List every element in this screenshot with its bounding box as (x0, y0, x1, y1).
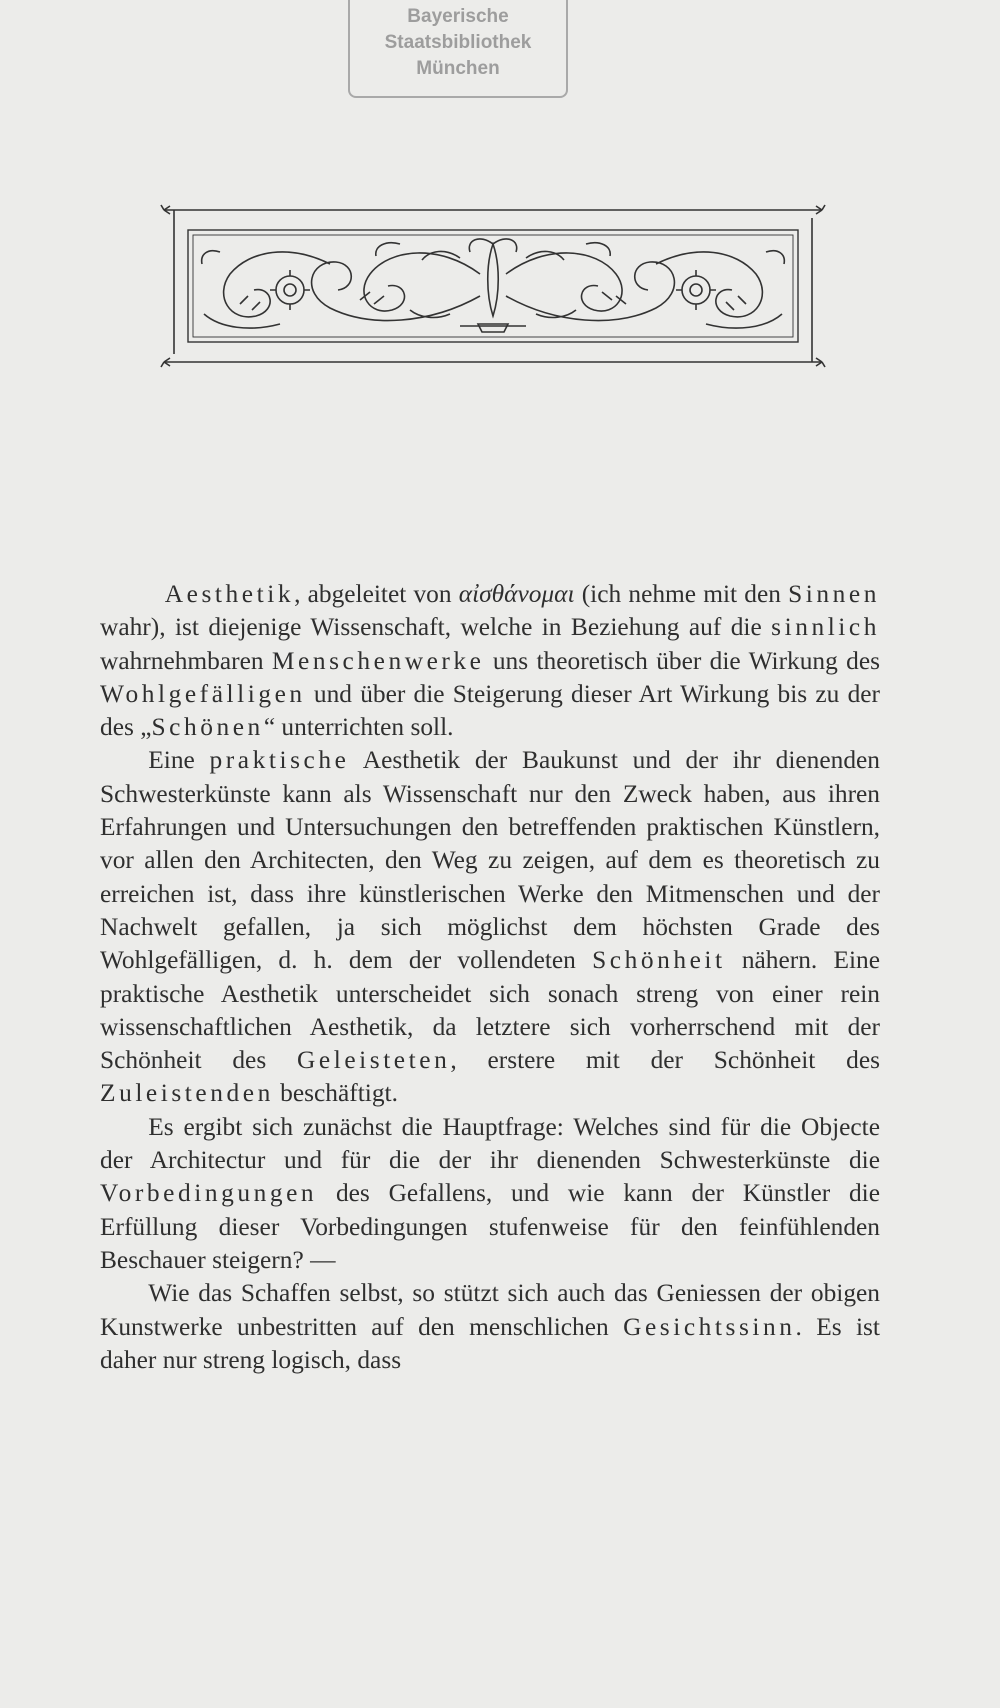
spaced-emphasis: Sinnen (788, 580, 880, 608)
text-run: . Es ist daher nur streng logisch, dass (100, 1312, 880, 1374)
paragraph (100, 578, 880, 744)
spaced-emphasis: Vorbedingungen (100, 1179, 318, 1208)
text-run: “ unterrichten soll. (263, 713, 454, 742)
paragraph (100, 1111, 880, 1277)
text-run: Wie das Schaffen selbst, so stützt sich auch das Geniessen der obigen Kunstwerke unbestritten auf den menschlichen (100, 1279, 880, 1341)
spaced-emphasis: Zuleistenden (100, 1079, 274, 1108)
stamp-line-1: Bayerische (407, 6, 509, 27)
text-run: Eine (148, 746, 210, 775)
spaced-emphasis: Menschenwerke (271, 646, 485, 675)
stamp-line-3: München (416, 58, 500, 79)
text-run: , abgeleitet von (294, 580, 459, 608)
text-run: uns theoretisch über die Wirkung des (484, 646, 881, 675)
text-run: Aesthetik der Baukunst und der ihr dienenden Schwesterkünste kann als Wissenschaft nur den Zweck haben, aus ihren Erfahrungen und Untersuchungen den betreffenden praktischen Künstlern, vor allen den Architecten, den Weg zu zeigen, auf dem es theoretisch zu erreichen ist, dass ihre künstlerischen Werke den Mitmenschen und der Nachwelt gefallen, ja sich möglichst dem höchsten Grade des Wohlgefälligen, d. h. dem der vollendeten (100, 746, 880, 975)
greek-term: αἰσθάνομαι (458, 580, 575, 608)
text-run: Es ergibt sich zunächst die Hauptfrage: Welches sind für die Objecte der Architectur und für die der ihr dienenden Schwesterkünste die (100, 1112, 880, 1175)
text-run: wahrnehmbaren (100, 646, 272, 675)
text-run: (ich nehme mit den (574, 580, 789, 608)
stamp-line-2: Staatsbibliothek (384, 32, 532, 53)
text-run: , erstere mit der Schönheit des (450, 1046, 880, 1075)
spaced-emphasis: Geleisteten (297, 1046, 451, 1075)
text-run: des Gefallens, und wie kann der Künstler die Erfüllung dieser Vorbedingungen stufenweise für den feinfühlenden Beschauer steigern? — (100, 1179, 880, 1274)
spaced-emphasis: Aesthetik (164, 580, 295, 608)
text-run: beschäftigt. (273, 1079, 398, 1108)
spaced-emphasis: Schönen (151, 713, 264, 742)
acanthus-scroll-headpiece-icon (160, 204, 826, 368)
text-run: wahr), ist diejenige Wissenschaft, welche in Beziehung auf die (100, 613, 772, 642)
spaced-emphasis: Schönheit (592, 946, 726, 975)
spaced-emphasis: Gesichtssinn (623, 1312, 796, 1341)
spaced-emphasis: sinnlich (771, 613, 880, 642)
text-run: nähern. Eine praktische Aesthetik unterscheidet sich sonach streng von einer rein wissenschaftlichen Aesthetik, da letztere sich vorherrschend mit der Schönheit des (100, 946, 880, 1075)
text-run: und über die Steigerung dieser Art Wirkung bis zu der des „ (100, 679, 880, 742)
spaced-emphasis: Wohlgefälligen (100, 679, 306, 708)
body-text (100, 578, 880, 1377)
spaced-emphasis: praktische (209, 746, 350, 775)
paragraph (100, 1277, 880, 1377)
library-stamp (348, 0, 568, 98)
paragraph (100, 744, 880, 1110)
